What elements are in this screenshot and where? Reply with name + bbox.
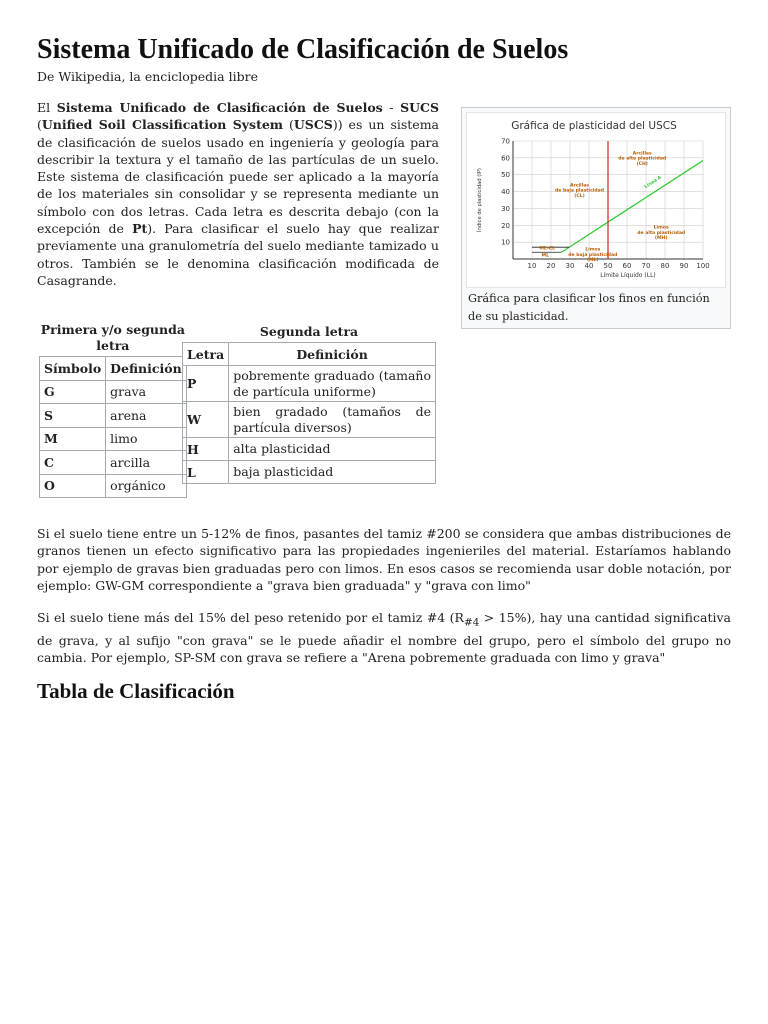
line-a-series <box>561 161 703 253</box>
table-row <box>183 461 436 484</box>
table-row <box>40 451 187 475</box>
chart-annotation <box>568 247 617 263</box>
definition-cell: orgánico <box>106 474 187 498</box>
chart-annotation <box>618 150 666 166</box>
intro-text: El <box>37 100 57 115</box>
definition-cell: alta plasticidad <box>229 438 436 461</box>
table-row <box>40 404 187 428</box>
table-row <box>40 380 187 404</box>
page-subtitle: De Wikipedia, la enciclopedia libre <box>37 69 258 84</box>
letter-cell: W <box>183 402 229 438</box>
figure-caption: Gráfica para clasificar los finos en función de su plasticidad. <box>468 292 710 323</box>
y-tick-label: 20 <box>501 221 510 230</box>
symbol-cell: M <box>40 427 106 451</box>
y-tick-label: 60 <box>501 154 510 163</box>
definition-cell: pobremente graduado (tamaño de partícula uniforme) <box>229 366 436 402</box>
plasticity-chart-image[interactable] <box>466 112 726 288</box>
table-caption: Primera y/o segunda letra <box>40 322 185 353</box>
intro-text: )) es un sistema de clasificación de suelos usado en ingeniería y geología para describir la textura y el tamaño de las partículas de un suelo. Este sistema de clasificación puede ser aplicado a la mayoría de los materiales sin consolidar y se representa mediante un símbolo con dos letras. Cada letra es descrita debajo (con la excepción de <box>37 117 439 237</box>
paragraph-text: > 15%), hay una cantidad significativa de grava, y al sufijo "con grava" se le puede añadir el nombre del grupo, pero el símbolo del grupo no cambia. Por ejemplo, SP-SM con grava se refiere a "Arena pobremente graduada con limo y grava" <box>37 610 731 666</box>
column-header: Letra <box>183 343 229 366</box>
column-header: Símbolo <box>40 357 106 381</box>
definition-cell: limo <box>106 427 187 451</box>
intro-text: - <box>382 100 401 115</box>
table-caption: Segunda letra <box>259 324 359 339</box>
symbol-cell: C <box>40 451 106 475</box>
intro-bold-pt: Pt <box>132 221 148 237</box>
annotation-line: de baja plasticidad <box>568 252 618 258</box>
definition-cell: baja plasticidad <box>229 461 436 484</box>
annotation-line: (CL) <box>574 193 585 199</box>
y-tick-label: 70 <box>501 137 510 146</box>
annotation-line: Línea A <box>643 175 663 191</box>
definition-cell: arena <box>106 404 187 428</box>
gravel-paragraph <box>37 609 731 666</box>
annotation-line: Limos <box>653 225 669 231</box>
intro-paragraph <box>37 99 439 289</box>
annotation-line: Arcillas <box>632 151 652 157</box>
intro-text: ( <box>283 117 294 133</box>
intro-bold-name: Sistema Unificado de Clasificación de Suelos <box>56 100 383 115</box>
y-tick-label: 40 <box>501 188 510 197</box>
x-tick-label: 80 <box>660 262 670 270</box>
x-tick-label: 10 <box>527 262 537 270</box>
table-row <box>40 474 187 498</box>
annotation-line: ML-CL <box>539 246 556 252</box>
intro-bold-english-name: Unified Soil Classification System <box>41 117 284 133</box>
table-row <box>40 427 187 451</box>
intro-text: ( <box>37 117 42 133</box>
chart-title: Gráfica de plasticidad del USCS <box>511 120 677 132</box>
annotation-line: Arcillas <box>569 183 590 189</box>
letter-cell: L <box>183 461 229 484</box>
letter-cell: P <box>183 366 229 402</box>
x-tick-label: 100 <box>696 262 710 270</box>
column-header: Definición <box>106 357 187 381</box>
y-tick-label: 10 <box>501 238 510 247</box>
symbol-cell: S <box>40 404 106 428</box>
fines-paragraph: Si el suelo tiene entre un 5-12% de finos, pasantes del tamiz #200 se considera que ambas distribuciones de granos tienen un efecto significativo para las propiedades ingenieriles del material. Estaríamos hablando por ejemplo de gravas bien graduadas pero con limos. En esos casos se recomienda usar doble notación, por ejemplo: GW-GM correspondiente a "grava bien graduada" y "grava con limo" <box>37 526 731 593</box>
intro-bold-abbr: SUCS <box>400 100 439 115</box>
section-heading: Tabla de Clasificación <box>37 679 235 703</box>
annotation-line: de alta plasticidad <box>618 156 667 162</box>
page-title: Sistema Unificado de Clasificación de Suelos <box>37 34 569 65</box>
intro-bold-uscs: USCS <box>293 117 333 133</box>
x-tick-label: 90 <box>679 262 689 270</box>
figure-thumbnail <box>461 107 731 329</box>
x-axis-label: Límite Líquido (LL) <box>600 272 656 279</box>
table-row <box>183 402 436 438</box>
x-tick-label: 30 <box>565 262 575 270</box>
y-tick-label: 50 <box>501 171 510 180</box>
definition-cell: grava <box>106 380 187 404</box>
x-tick-label: 60 <box>622 262 632 270</box>
annotation-line: Limos <box>585 247 601 253</box>
letter-cell: H <box>183 438 229 461</box>
paragraph-text: Si el suelo tiene más del 15% del peso retenido por el tamiz #4 (R <box>37 610 464 625</box>
subscript: #4 <box>463 616 480 629</box>
y-axis-label: Índice de plasticidad (IP) <box>477 168 483 232</box>
column-header: Definición <box>229 343 436 366</box>
x-tick-label: 40 <box>584 262 594 270</box>
first-letter-table <box>39 322 187 498</box>
x-tick-label: 70 <box>641 262 651 270</box>
x-tick-label: 20 <box>546 262 556 270</box>
symbol-cell: O <box>40 474 106 498</box>
annotation-line: (MH) <box>654 236 668 242</box>
definition-cell: arcilla <box>106 451 187 475</box>
definition-cell: bien gradado (tamaños de partícula diversos) <box>229 402 436 438</box>
annotation-line: ML <box>541 253 550 259</box>
annotation-line: (CH) <box>636 161 648 167</box>
table-row <box>183 366 436 402</box>
chart-annotation <box>637 225 685 241</box>
second-letter-table <box>182 324 436 484</box>
plasticity-chart <box>467 113 725 287</box>
chart-annotation <box>539 246 555 252</box>
symbol-cell: G <box>40 380 106 404</box>
x-tick-label: 50 <box>603 262 613 270</box>
annotation-line: de baja plasticidad <box>554 188 605 194</box>
annotation-line: (ML) <box>586 257 599 263</box>
annotation-line: de alta plasticidad <box>637 230 686 236</box>
y-tick-label: 30 <box>501 204 510 213</box>
table-row <box>183 438 436 461</box>
chart-annotation <box>542 252 550 258</box>
intro-text: ). Para clasificar el suelo hay que realizar previamente una granulometría del suelo mediante tamizado u otros. También se le denomina clasificación modificada de Casagrande. <box>37 221 439 288</box>
chart-annotation <box>555 183 604 199</box>
